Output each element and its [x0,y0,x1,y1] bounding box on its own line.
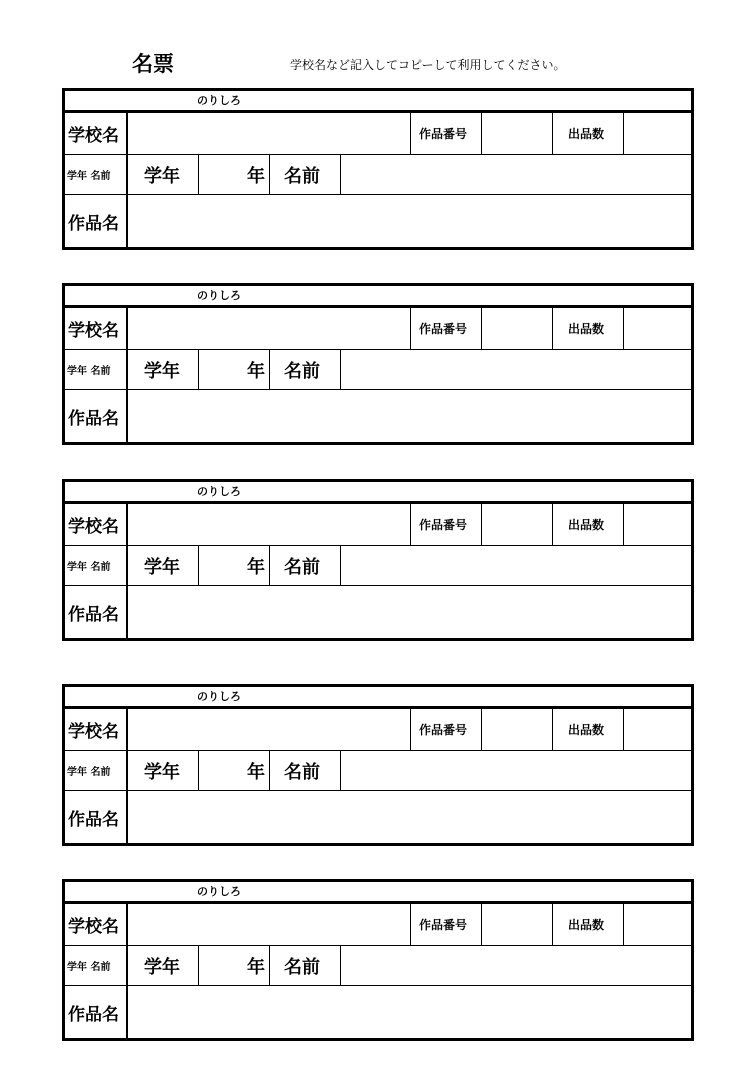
name-label: 名前 [284,556,320,578]
entry-count-label: 出品数 [568,322,605,336]
work-title-input[interactable] [128,586,691,638]
school-label-cell [65,904,128,945]
grade-name-label-cell [65,751,128,790]
grade-input[interactable] [198,546,269,585]
entry-count-label-cell [552,709,623,750]
work-number-label: 作品番号 [419,127,468,141]
work-number-label-cell [410,308,481,349]
work-title-input[interactable] [128,791,691,843]
name-input[interactable] [340,155,691,194]
nori-strip [65,882,691,904]
school-label-cell [65,709,128,750]
grade-name-row [65,946,691,986]
entry-count-input[interactable] [623,504,691,545]
entry-count-label-cell [552,308,623,349]
name-card [62,879,694,1041]
work-number-label-cell [410,504,481,545]
work-title-label-cell [65,586,128,638]
entry-count-input[interactable] [623,904,691,945]
entry-count-label-cell [552,904,623,945]
work-title-input[interactable] [128,195,691,247]
school-label: 学校名 [68,917,119,937]
year-suffix: 年 [247,165,265,187]
grade-input[interactable] [198,155,269,194]
grade-name-label-cell [65,946,128,985]
work-title-label-cell [65,791,128,843]
entry-count-label-cell [552,504,623,545]
school-row [65,113,691,155]
grade-input[interactable] [198,350,269,389]
work-number-label-cell [410,904,481,945]
school-label-cell [65,113,128,154]
school-input[interactable] [128,308,410,349]
work-number-input[interactable] [481,504,552,545]
school-input[interactable] [128,504,410,545]
grade-label: 学年 [144,956,180,978]
name-card [62,479,694,641]
grade-name-row [65,546,691,586]
grade-name-label: 学年 名前 [67,562,111,573]
work-title-row [65,390,691,442]
instruction-text: 学校名など記入してコピーして利用してください。 [290,58,566,72]
name-label: 名前 [284,165,320,187]
work-number-input[interactable] [481,904,552,945]
work-title-label-cell [65,390,128,442]
work-number-input[interactable] [481,308,552,349]
work-number-label-cell [410,709,481,750]
work-title-label: 作品名 [68,213,119,234]
school-row [65,904,691,946]
year-suffix: 年 [247,360,265,382]
school-label-cell [65,308,128,349]
year-suffix: 年 [247,761,265,783]
name-label-cell [269,751,340,790]
grade-input[interactable] [198,751,269,790]
work-title-label: 作品名 [68,809,119,830]
grade-label-cell [128,350,198,389]
school-label: 学校名 [68,321,119,341]
name-input[interactable] [340,350,691,389]
work-number-label: 作品番号 [419,723,468,737]
page-title: 名票 [132,52,174,76]
year-suffix: 年 [247,556,265,578]
entry-count-input[interactable] [623,308,691,349]
grade-label: 学年 [144,761,180,783]
name-card [62,684,694,846]
grade-name-label: 学年 名前 [67,767,111,778]
grade-name-label: 学年 名前 [67,366,111,377]
work-title-row [65,791,691,843]
entry-count-input[interactable] [623,709,691,750]
work-number-label: 作品番号 [419,918,468,932]
name-label: 名前 [284,761,320,783]
grade-label: 学年 [144,360,180,382]
grade-label: 学年 [144,165,180,187]
nori-label: のりしろ [197,885,241,898]
school-row [65,709,691,751]
work-number-label: 作品番号 [419,322,468,336]
work-number-input[interactable] [481,709,552,750]
grade-name-label-cell [65,546,128,585]
work-number-label-cell [410,113,481,154]
nori-strip [65,482,691,504]
work-title-label: 作品名 [68,604,119,625]
work-title-row [65,986,691,1038]
school-input[interactable] [128,904,410,945]
entry-count-label: 出品数 [568,723,605,737]
school-label: 学校名 [68,722,119,742]
name-input[interactable] [340,546,691,585]
grade-input[interactable] [198,946,269,985]
work-title-input[interactable] [128,986,691,1038]
grade-name-label: 学年 名前 [67,171,111,182]
work-title-label-cell [65,195,128,247]
entry-count-label: 出品数 [568,918,605,932]
work-title-row [65,586,691,638]
school-label: 学校名 [68,517,119,537]
grade-label-cell [128,946,198,985]
work-title-label-cell [65,986,128,1038]
entry-count-input[interactable] [623,113,691,154]
nori-strip [65,687,691,709]
nori-strip [65,91,691,113]
school-row [65,308,691,350]
name-card [62,88,694,250]
grade-label: 学年 [144,556,180,578]
grade-name-row [65,350,691,390]
nori-label: のりしろ [197,690,241,703]
nori-strip [65,286,691,308]
entry-count-label: 出品数 [568,518,605,532]
work-title-label: 作品名 [68,1004,119,1025]
name-label-cell [269,155,340,194]
name-input[interactable] [340,946,691,985]
grade-label-cell [128,155,198,194]
entry-count-label-cell [552,113,623,154]
work-title-row [65,195,691,247]
grade-name-label: 学年 名前 [67,962,111,973]
grade-label-cell [128,546,198,585]
work-number-input[interactable] [481,113,552,154]
work-number-label: 作品番号 [419,518,468,532]
name-label-cell [269,946,340,985]
grade-name-row [65,751,691,791]
grade-label-cell [128,751,198,790]
name-input[interactable] [340,751,691,790]
grade-name-row [65,155,691,195]
grade-name-label-cell [65,350,128,389]
school-input[interactable] [128,709,410,750]
name-label-cell [269,350,340,389]
entry-count-label: 出品数 [568,127,605,141]
school-input[interactable] [128,113,410,154]
nori-label: のりしろ [197,485,241,498]
school-row [65,504,691,546]
work-title-input[interactable] [128,390,691,442]
nori-label: のりしろ [197,289,241,302]
name-label: 名前 [284,956,320,978]
year-suffix: 年 [247,956,265,978]
grade-name-label-cell [65,155,128,194]
school-label-cell [65,504,128,545]
name-label: 名前 [284,360,320,382]
name-card [62,283,694,445]
school-label: 学校名 [68,126,119,146]
work-title-label: 作品名 [68,408,119,429]
name-label-cell [269,546,340,585]
nori-label: のりしろ [197,94,241,107]
